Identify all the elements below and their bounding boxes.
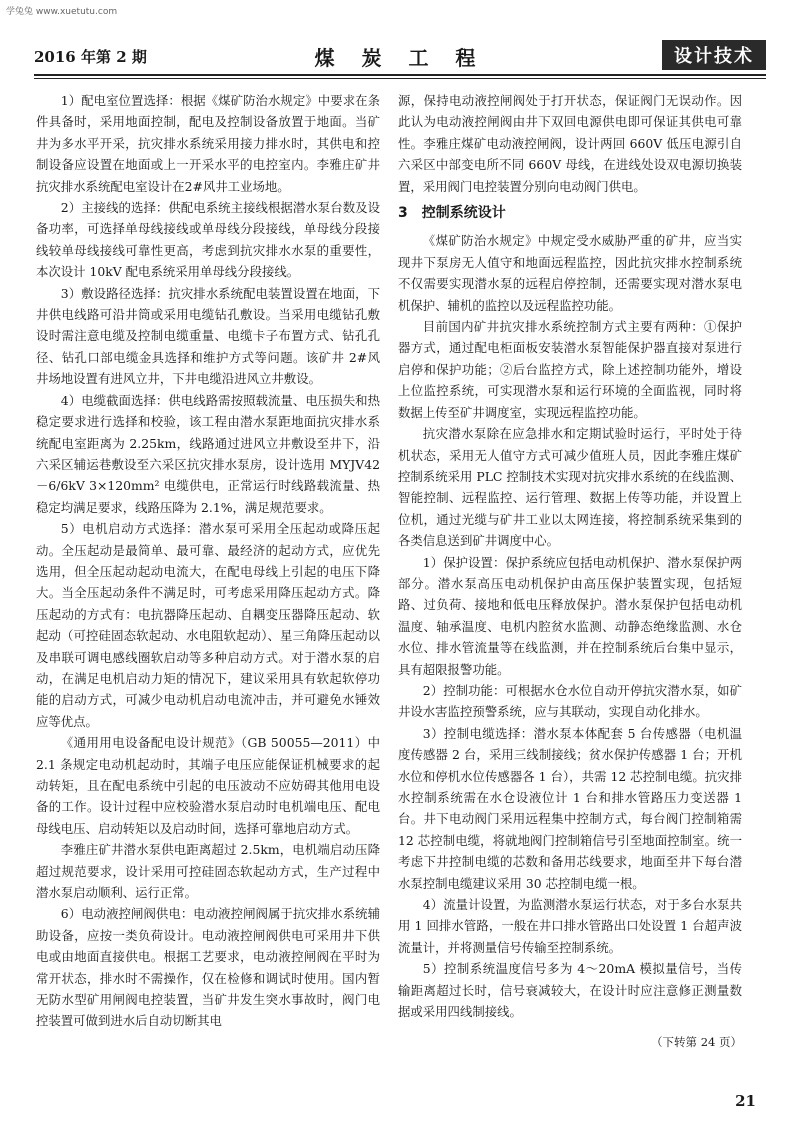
paragraph: 李雅庄矿井潜水泵供电距离超过 2.5km，电机端启动压降超过规范要求，设计采用可控硅固态软起动方式，生产过程中潜水泵启动顺利、运行正常。 [36,842,380,901]
continued-note: （下转第 24 页） [651,1035,742,1050]
paragraph-continuation: 源，保持电动液控闸阀处于打开状态，保证阀门无误动作。因此认为电动液控闸阀由井下双回电源供电即可保证其供电可靠性。李雅庄煤矿电动液控闸阀，设计两回 660V 低压电源引自六采区中部变电所不同 660V 母线，在进线处设双电源切换装置，采用阀门电控装置分别向电动阀门供电。 [398,93,742,194]
paragraph: 3）敷设路径选择：抗灾排水系统配电装置设置在地面，下井供电线路可沿井筒或采用电缆钻孔敷设。当采用电缆钻孔敷设时需注意电缆及控制电缆重量、电缆卡子布置方式、钻孔孔径、钻孔口部电缆金具选择和维护方式等问题。该矿井 2#风井场地设置有进风立井，下井电缆沿进风立井敷设。 [36,285,380,387]
paragraph: 2）控制功能：可根据水仓水位自动开停抗灾潜水泵，如矿井设水害监控预警系统，应与其联动，实现自动化排水。 [398,682,742,720]
paragraph: 6）电动液控闸阀供电：电动液控闸阀属于抗灾排水系统辅助设备，应按一类负荷设计。电动液控闸阀供电可采用井下供电或由地面直接供电。根据工艺要求，电动液控闸阀在平时为常开状态，排水时不需操作，仅在检修和调试时使用。国内暂无防水型矿用闸阀电控装置，当矿井发生突水事故时，阀门电控装置可做到进水后自动切断其电 [36,906,380,1029]
paragraph: 4）电缆截面选择：供电线路需按照载流量、电压损失和热稳定要求进行选择和校验，该工程由潜水泵距地面抗灾排水系统配电室距离为 2.25km，线路通过进风立井敷设至井下，沿六采区辅运巷敷设至六采区抗灾排水泵房，设计选用 MYJV42－6/6kV 3×120mm² 电缆供电，正常运行时线路载流量、热稳定均满足要求，线路压降为 2.1%，满足规范要求。 [36,392,380,515]
page-header [34,40,766,72]
section-heading: 3 控制系统设计 [398,205,506,222]
paragraph: 5）电机启动方式选择：潜水泵可采用全压起动或降压起动。全压起动是最简单、最可靠、最经济的起动方式，应优先选用，但全压起动起动电流大，在配电母线上引起的电压下降大。当全压起动条件不满足时，可考虑采用降压起动方式。降压起动的方式有：电抗器降压起动、自耦变压器降压起动、软起动（可控硅固态软起动、水电阻软起动）、星三角降压起动以及串联可调电感线圈软启动等多种启动方式。对于潜水泵的启动，在满足电机启动力矩的情况下，建议采用具有软起软停功能的启动方式，可减少电动机启动电流冲击，并可避免水锤效应等优点。 [36,521,380,729]
column-badge: 设计技术 [662,40,766,70]
header-rule [34,74,766,76]
page-number: 21 [735,1092,756,1110]
paragraph: 1）配电室位置选择：根据《煤矿防治水规定》中要求在条件具备时，采用地面控制，配电及控制设备放置于地面。当矿井为多水平开采，抗灾排水系统采用接力排水时，其供电和控制设备应设置在地面或上一开采水平的电控室内。李雅庄矿井抗灾排水系统配电室设计在2#风井工业场地。 [36,93,380,194]
header-rule-thin [34,78,766,79]
journal-title: 煤 炭 工 程 [314,46,486,70]
right-column [398,90,742,1054]
left-column [36,90,380,1032]
paragraph: 5）控制系统温度信号多为 4～20mA 模拟量信号，当传输距离超过长时，信号衰减较大，在设计时应注意修正测量数据或采用四线制接线。 [398,961,742,1020]
paragraph: 《通用用电设备配电设计规范》（GB 50055—2011）中 2.1 条规定电动机起动时，其端子电压应能保证机械要求的起动转矩，且在配电系统中引起的电压波动不应妨碍其他用电设备的工作。设计过程中应校验潜水泵启动时电机端电压、配电母线电压、启动转矩以及启动时间，选择可靠地启动方式。 [36,735,380,836]
paragraph: 3）控制电缆选择：潜水泵本体配套 5 台传感器（电机温度传感器 2 台，采用三线制接线；贫水保护传感器 1 台；开机水位和停机水位传感器各 1 台），共需 12 芯控制电缆。抗灾排水控制系统需在水仓设液位计 1 台和排水管路压力变送器 1 台。井下电动阀门采用远程集中控制方式，每台阀门控制箱需 12 芯控制电缆，将就地阀门控制箱信号引至地面控制室。统一考虑下井控制电缆的芯数和备用芯线要求，地面至井下每台潜水泵控制电缆建议采用 30 芯控制电缆一根。 [398,725,742,891]
watermark-text: 学兔兔 www.xuetutu.com [6,7,118,17]
issue-label: 2016 年第 2 期 [34,48,147,66]
paragraph: 1）保护设置：保护系统应包括电动机保护、潜水泵保护两部分。潜水泵高压电动机保护由高压保护装置实现，包括短路、过负荷、接地和低电压释放保护。潜水泵保护包括电动机温度、轴承温度、电机内腔贫水监测、动静态绝缘监测、水仓水位、排水管流量等在线监测，并在控制系统后台集中显示，具有超限报警功能。 [398,554,742,677]
paragraph: 抗灾潜水泵除在应急排水和定期试验时运行，平时处于待机状态，采用无人值守方式可减少值班人员，因此李雅庄煤矿控制系统采用 PLC 控制技术实现对抗灾排水系统的在线监测、智能控制、远程监控、运行管理、数据上传等功能，并设置上位机，通过光缆与矿井工业以太网连接，将控制系统采集到的各类信息送到矿井调度中心。 [398,426,742,549]
paragraph: 4）流量计设置，为监测潜水泵运行状态，对于多台水泵共用 1 回排水管路，一般在井口排水管路出口处设置 1 台超声波流量计，并将测量信号传输至控制系统。 [398,897,742,955]
paragraph: 目前国内矿井抗灾排水系统控制方式主要有两种：①保护器方式，通过配电柜面板安装潜水泵智能保护器直接对泵进行启停和保护功能；②后台监控方式，除上述控制功能外，增设上位监控系统，可实现潜水泵和运行环境的全面监视，同时将数据上传至矿井调度室，实现远程监控功能。 [398,319,742,420]
paragraph: 2）主接线的选择：供配电系统主接线根据潜水泵台数及设备功率，可选择单母线接线或单母线分段接线，单母线分段接线较单母线接线可靠性更高，考虑到抗灾排水水泵的重要性，本次设计 10kV 配电系统采用单母线分段接线。 [36,200,380,280]
paragraph: 《煤矿防治水规定》中规定受水威胁严重的矿井，应当实现井下泵房无人值守和地面远程监控，因此抗灾排水控制系统不仅需要实现潜水泵的远程启停控制，还需要实现对潜水泵电机保护、辅机的监控以及远程监控功能。 [398,233,742,313]
